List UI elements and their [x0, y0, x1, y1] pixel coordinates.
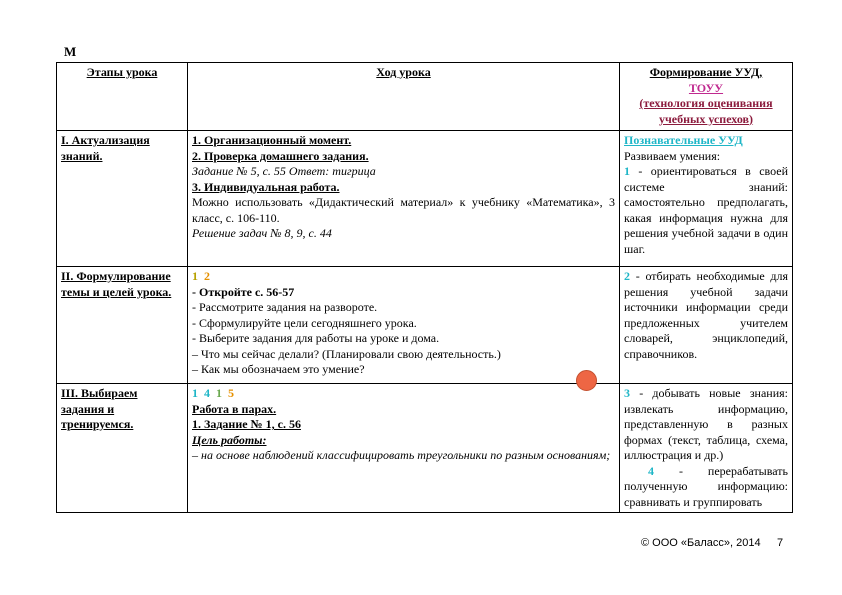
criteria-numbers [192, 386, 615, 402]
course-line: Решение задач № 8, 9, с. 44 [192, 226, 332, 240]
uud-cell [620, 131, 793, 267]
uud-cell [620, 384, 793, 513]
uud-cell [620, 267, 793, 384]
uud-num: 1 [624, 164, 630, 178]
course-line: - Откройте с. 56-57 [192, 284, 295, 299]
stage-cell: II. Формулирование темы и целей урока. [57, 267, 188, 384]
uud-item [624, 269, 788, 362]
course-line: Задание № 5, с. 55 Ответ: тигрица [192, 164, 376, 178]
table-row [57, 384, 793, 513]
criteria-number: 2 [204, 269, 210, 283]
criteria-number: 5 [228, 386, 234, 400]
criteria-number: 1 [192, 269, 198, 283]
course-line: - Выберите задания для работы на уроке и дома. [192, 331, 440, 345]
course-line: – Как мы обозначаем это умение? [192, 362, 365, 376]
header-uud-touu: ТОУУ [688, 80, 724, 95]
course-cell [188, 131, 620, 267]
criteria-number: 1 [216, 386, 222, 400]
uud-intro: Развиваем умения: [624, 148, 721, 163]
course-cell [188, 384, 620, 513]
lesson-table [56, 62, 793, 513]
criteria-number: 4 [204, 386, 210, 400]
table-header-row [57, 63, 793, 131]
uud-num: 3 [624, 386, 630, 400]
uud-text: - добывать новые знания: извлекать информацию, представленную в разных формах (текст, таблица, схема, иллюстрация и др.) [624, 386, 788, 462]
uud-text: - ориентироваться в своей системе знаний: самостоятельно предполагать, какая информация нужна для решения учебной задачи в один шаг. [624, 164, 788, 256]
course-line: 1. Организационный момент. [192, 133, 352, 147]
uud-text: - отбирать необходимые для решения учебной задачи источники информации среди предложенных учителем словарей, энциклопедий, справочников. [624, 269, 788, 361]
uud-item [624, 386, 788, 464]
uud-item [624, 464, 788, 511]
course-line: – Что мы сейчас делали? (Планировали свою деятельность.) [192, 346, 501, 361]
course-line: Работа в парах. [192, 401, 277, 416]
header-uud-title: Формирование УУД, [649, 65, 763, 79]
uud-num: 4 [648, 463, 654, 478]
uud-item [624, 164, 788, 257]
header-course: Ход урока [188, 63, 620, 131]
course-line: - Рассмотрите задания на развороте. [192, 300, 378, 314]
course-line: - Сформулируйте цели сегодняшнего урока. [192, 315, 417, 330]
table-row [57, 131, 793, 267]
footer-copyright: © ООО «Баласс», 2014 [641, 537, 761, 549]
course-cell [188, 267, 620, 384]
criteria-number: 1 [192, 386, 198, 400]
header-uud-note: (технология оценивания учебных успехов) [639, 96, 773, 126]
stage-cell: III. Выбираем задания и тренируемся. [57, 384, 188, 513]
uud-heading: Познавательные УУД [624, 133, 743, 147]
criteria-numbers [192, 269, 615, 285]
header-uud [620, 63, 793, 131]
record-dot [576, 370, 597, 391]
stage-cell: I. Актуализация знаний. [57, 131, 188, 267]
table-row [57, 267, 793, 384]
header-stages: Этапы урока [57, 63, 188, 131]
corner-letter: М [64, 44, 77, 59]
uud-text: - перерабатывать полученную информацию: сравнивать и группировать [624, 463, 788, 509]
course-line: 3. Индивидуальная работа. [192, 179, 340, 194]
uud-num: 2 [624, 269, 630, 283]
course-line: Цель работы: [192, 432, 267, 447]
course-line: 2. Проверка домашнего задания. [192, 148, 369, 163]
course-line: – на основе наблюдений классифицировать треугольники по разным основаниям; [192, 448, 611, 462]
course-line: Можно использовать «Дидактический материал» к учебнику «Математика», 3 класс, с. 106-110. [192, 195, 615, 225]
course-line: 1. Задание № 1, с. 56 [192, 417, 301, 431]
page-number: 7 [777, 537, 784, 549]
